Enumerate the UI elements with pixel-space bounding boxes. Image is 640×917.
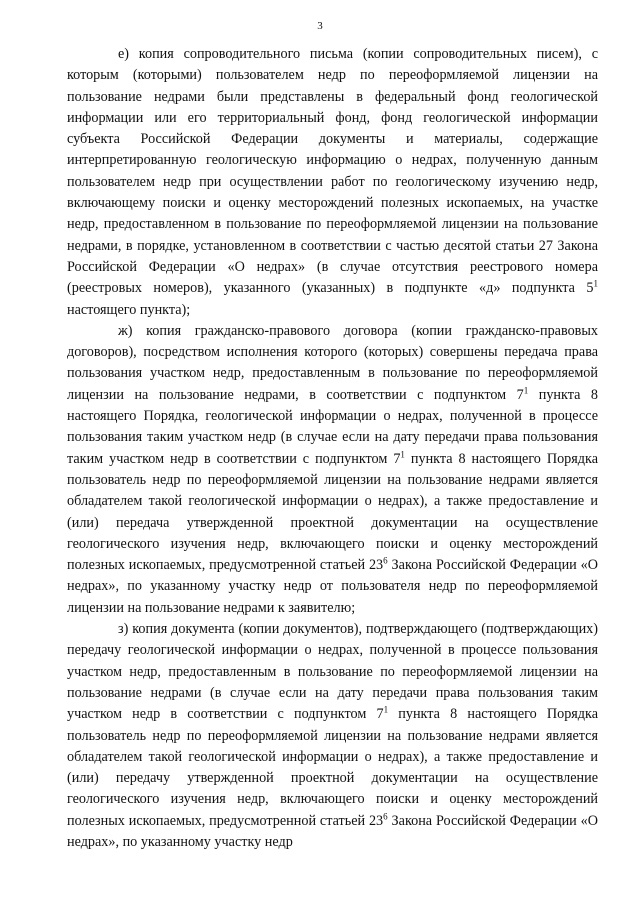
- paragraph-text: пункта 8 настоящего Порядка, геологической информации о недрах, полученной в процессе пользования таким участком недр (в случае если на дату передачи права пользования таким участком недр в соответствии с подпунктом 7: [67, 386, 598, 467]
- paragraph-e: [67, 44, 598, 321]
- paragraph-text: Закона Российской Федерации «О недрах», по указанному участку недр: [67, 812, 598, 850]
- paragraph-text: ж) копия гражданско-правового договора (копии гражданско-правовых договоров), посредством исполнения которого (которых) совершены передача права пользования участком недр, предоставленным в пользование по переоформляемой лицензии на пользование недрами, в соответствии с подпунктом 7: [67, 322, 598, 403]
- superscript-index: 1: [593, 278, 598, 289]
- paragraph-text: настоящего пункта);: [67, 301, 191, 318]
- paragraph-z: [67, 619, 598, 853]
- paragraph-text: Закона Российской Федерации «О недрах», по указанному участку недр от пользователя недр по переоформляемой лицензии на пользование недрами к заявителю;: [67, 557, 598, 616]
- document-body: [67, 44, 598, 853]
- paragraph-zh: [67, 321, 598, 619]
- superscript-index: 1: [400, 448, 405, 459]
- superscript-index: 6: [383, 810, 388, 821]
- paragraph-text: з) копия документа (копии документов), подтверждающего (подтверждающих) передачу геологической информации о недрах, полученной в процессе пользования участком недр, предоставленным в пользование по переоформляемой лицензии на пользование недрами (в случае если на дату передачи права пользования таким участком недр в соответствии с подпунктом 7: [67, 621, 598, 723]
- page-number: 3: [317, 20, 323, 32]
- superscript-index: 1: [383, 704, 389, 715]
- paragraph-text: е) копия сопроводительного письма (копии сопроводительных писем), с которым (которыми) пользователем недр по переоформляемой лицензии на пользование недрами были представлены в федеральный фонд геологической информации или его территориальный фонд, фонд геологической информации субъекта Российской Федерации документы и материалы, содержащие интерпретированную геологическую информацию о недрах, полученную данным пользователем недр при осуществлении работ по геологическому изучению недр, включающему поиски и оценку месторождений полезных ископаемых, на участке недр, предоставленном в пользование по переоформляемой лицензии на пользование недрами, в порядке, установленном в соответствии с частью десятой статьи 27 Закона Российской Федерации «О недрах» (в случае отсутствия реестрового номера (реестровых номеров), указанного (указанных) в подпункте «д» подпункта 5: [67, 46, 598, 297]
- paragraph-text: пункта 8 настоящего Порядка пользователь недр по переоформляемой лицензии на пользование недрами является обладателем такой геологической информации о недрах), а также предоставление и (или) передача утвержденной проектной документации на осуществление геологического изучения недр, включающего поиски и оценку месторождений полезных ископаемых, предусмотренной статьей 23: [67, 450, 598, 574]
- paragraph-text: пункта 8 настоящего Порядка пользователь недр по переоформляемой лицензии на пользование недрами является обладателем такой геологической информации о недрах), а также предоставление и (или) передачу утвержденной проектной документации на осуществление геологического изучения недр, включающего поиски и оценку месторождений полезных ископаемых, предусмотренной статьей 23: [67, 706, 599, 829]
- superscript-index: 6: [383, 555, 388, 566]
- superscript-index: 1: [523, 385, 529, 396]
